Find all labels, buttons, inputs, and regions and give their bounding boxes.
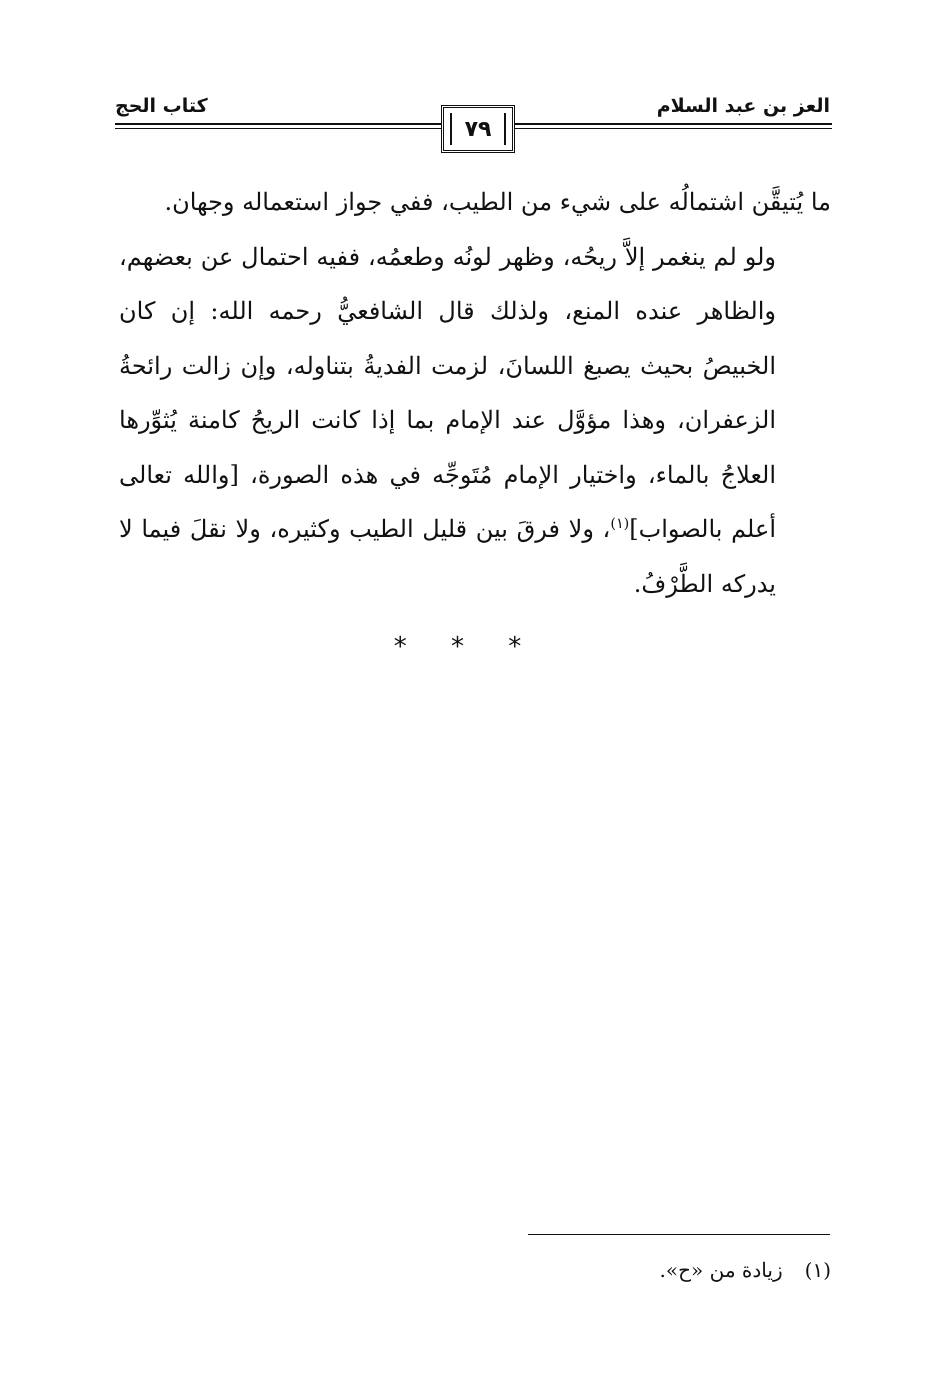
paragraph-1: ما يُتيقَّن اشتمالُه على شيء من الطيب، ففي جواز استعماله وجهان. [164, 188, 831, 216]
page-number-frame [441, 105, 515, 153]
running-header-author: العز بن عبد السلام [656, 95, 830, 117]
paragraph-2-text-b: ، ولا فرقَ بين قليل الطيب وكثيره، ولا نقلَ فيما لا يدركه الطَّرْفُ. [119, 515, 776, 598]
section-separator: * * * [393, 632, 540, 662]
footnote-reference: (١) [610, 516, 630, 532]
paragraph-2-text-a: ولو لم ينغمر إلاَّ ريحُه، وظهر لونُه وطعمُه، ففيه احتمال عن بعضهم، والظاهر عنده المنع، ولذلك قال الشافعيُّ رحمه الله: إن كان الخبيصُ بحيث يصبغ اللسانَ، لزمت الفديةُ بتناوله، وإن زالت رائحةُ الزعفران، وهذا مؤوَّل عند الإمام بما إذا كانت الريحُ كامنة يُثوِّرها العلاجُ بالماء، واختيار الإمام مُتَوجِّه في هذه الصورة، [والله تعالى أعلم بالصواب] [119, 242, 776, 543]
footnote-rule [528, 1234, 830, 1235]
header-rule-left-bottom [115, 128, 441, 129]
footnote-number: (١) [804, 1258, 831, 1282]
header-rule-right-top [515, 123, 832, 125]
header-rule-left-top [115, 123, 441, 125]
paragraph-2 [119, 230, 831, 612]
page-number: ٧٩ [464, 117, 492, 142]
footnote [660, 1258, 831, 1282]
body-text [119, 175, 831, 611]
footnote-text: زيادة من «ح». [659, 1258, 783, 1282]
running-header-book: كتاب الحج [115, 95, 208, 117]
header-rule-right-bottom [515, 128, 832, 129]
